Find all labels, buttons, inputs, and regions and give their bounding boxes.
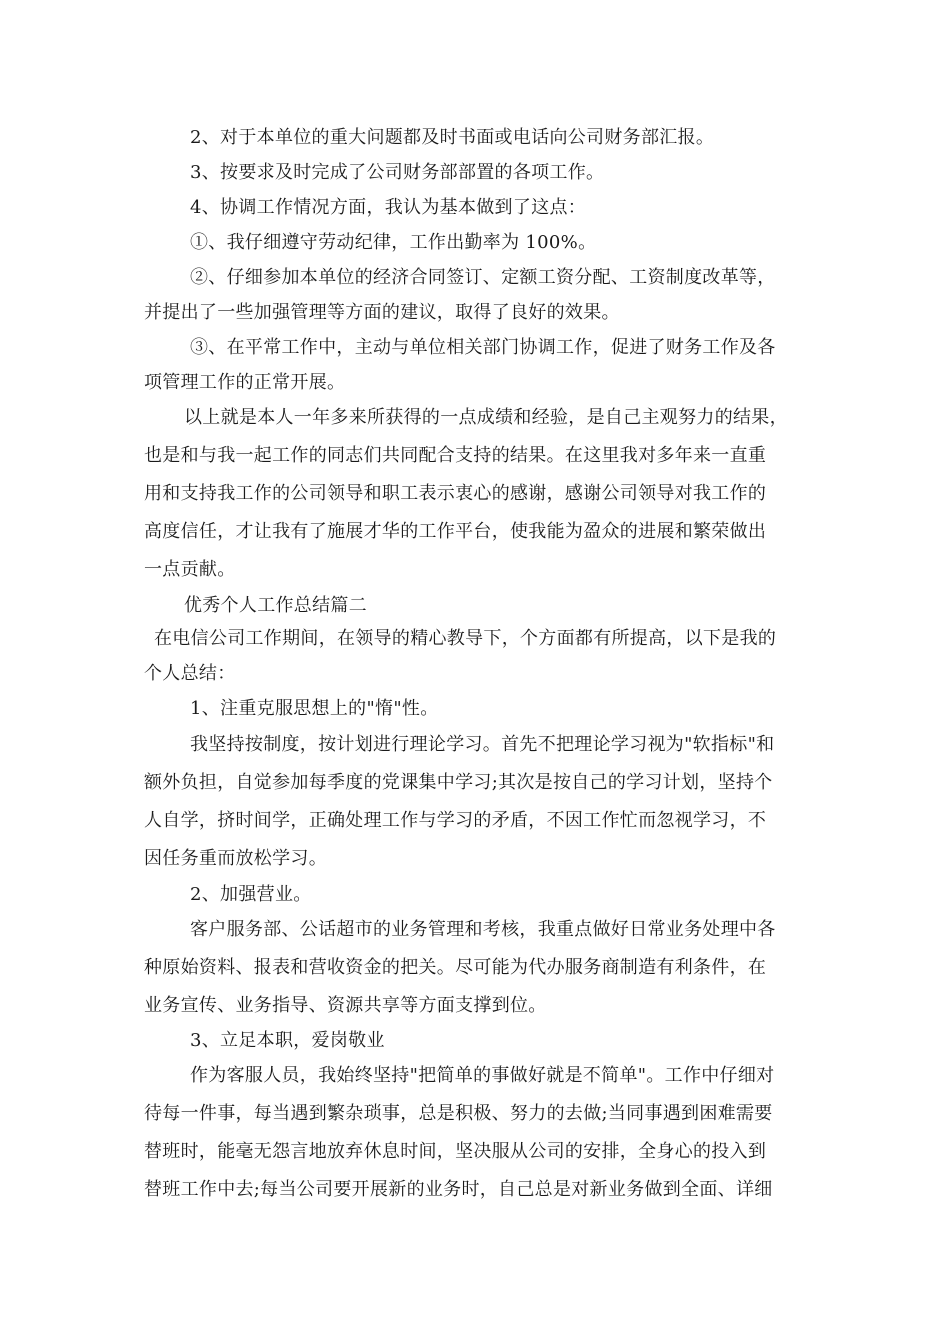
text-line: 替班时，能毫无怨言地放弃休息时间，坚决服从公司的安排，全身心的投入到	[144, 1141, 767, 1162]
text-line: ①、我仔细遵守劳动纪律，工作出勤率为 100%。	[190, 232, 597, 253]
text-line: 也是和与我一起工作的同志们共同配合支持的结果。在这里我对多年来一直重	[144, 445, 767, 466]
text-line: 替班工作中去;每当公司要开展新的业务时，自己总是对新业务做到全面、详细	[144, 1179, 773, 1200]
text-line: ③、在平常工作中，主动与单位相关部门协调工作，促进了财务工作及各	[190, 337, 776, 358]
text-line: 4、协调工作情况方面，我认为基本做到了这点：	[190, 197, 587, 218]
section-heading: 优秀个人工作总结篇二	[184, 595, 367, 616]
text-line: 业务宣传、业务指导、资源共享等方面支撑到位。	[144, 995, 547, 1016]
text-line: 客户服务部、公话超市的业务管理和考核，我重点做好日常业务处理中各	[190, 919, 776, 940]
text-line: 一点贡献。	[144, 559, 236, 580]
text-line: 1、注重克服思想上的"惰"性。	[190, 698, 439, 719]
text-line: 人自学，挤时间学，正确处理工作与学习的矛盾，不因工作忙而忽视学习，不	[144, 810, 767, 831]
text-line: 2、加强营业。	[190, 884, 312, 905]
text-line: 额外负担，自觉参加每季度的党课集中学习;其次是按自己的学习计划，坚持个	[144, 772, 773, 793]
text-line: 我坚持按制度，按计划进行理论学习。首先不把理论学习视为"软指标"和	[190, 734, 775, 755]
text-line: 项管理工作的正常开展。	[144, 372, 346, 393]
text-line: 待每一件事，每当遇到繁杂琐事，总是积极、努力的去做;当同事遇到困难需要	[144, 1103, 773, 1124]
text-line: 并提出了一些加强管理等方面的建议，取得了良好的效果。	[144, 302, 620, 323]
text-line: 因任务重而放松学习。	[144, 848, 327, 869]
text-line: 用和支持我工作的公司领导和职工表示衷心的感谢，感谢公司领导对我工作的	[144, 483, 767, 504]
text-line: 作为客服人员，我始终坚持"把简单的事做好就是不简单"。工作中仔细对	[190, 1065, 775, 1086]
text-line: ②、仔细参加本单位的经济合同签订、定额工资分配、工资制度改革等，	[190, 267, 776, 288]
text-line: 2、对于本单位的重大问题都及时书面或电话向公司财务部汇报。	[190, 127, 715, 148]
text-line: 3、按要求及时完成了公司财务部部置的各项工作。	[190, 162, 605, 183]
text-line: 种原始资料、报表和营收资金的把关。尽可能为代办服务商制造有利条件，在	[144, 957, 767, 978]
text-line: 3、立足本职，爱岗敬业	[190, 1030, 385, 1051]
text-line: 高度信任，才让我有了施展才华的工作平台，使我能为盈众的进展和繁荣做出	[144, 521, 767, 542]
text-line: 个人总结：	[144, 663, 236, 684]
text-line: 在电信公司工作期间，在领导的精心教导下，个方面都有所提高，以下是我的	[154, 628, 777, 649]
text-line: 以上就是本人一年多来所获得的一点成绩和经验，是自己主观努力的结果，	[184, 407, 788, 428]
